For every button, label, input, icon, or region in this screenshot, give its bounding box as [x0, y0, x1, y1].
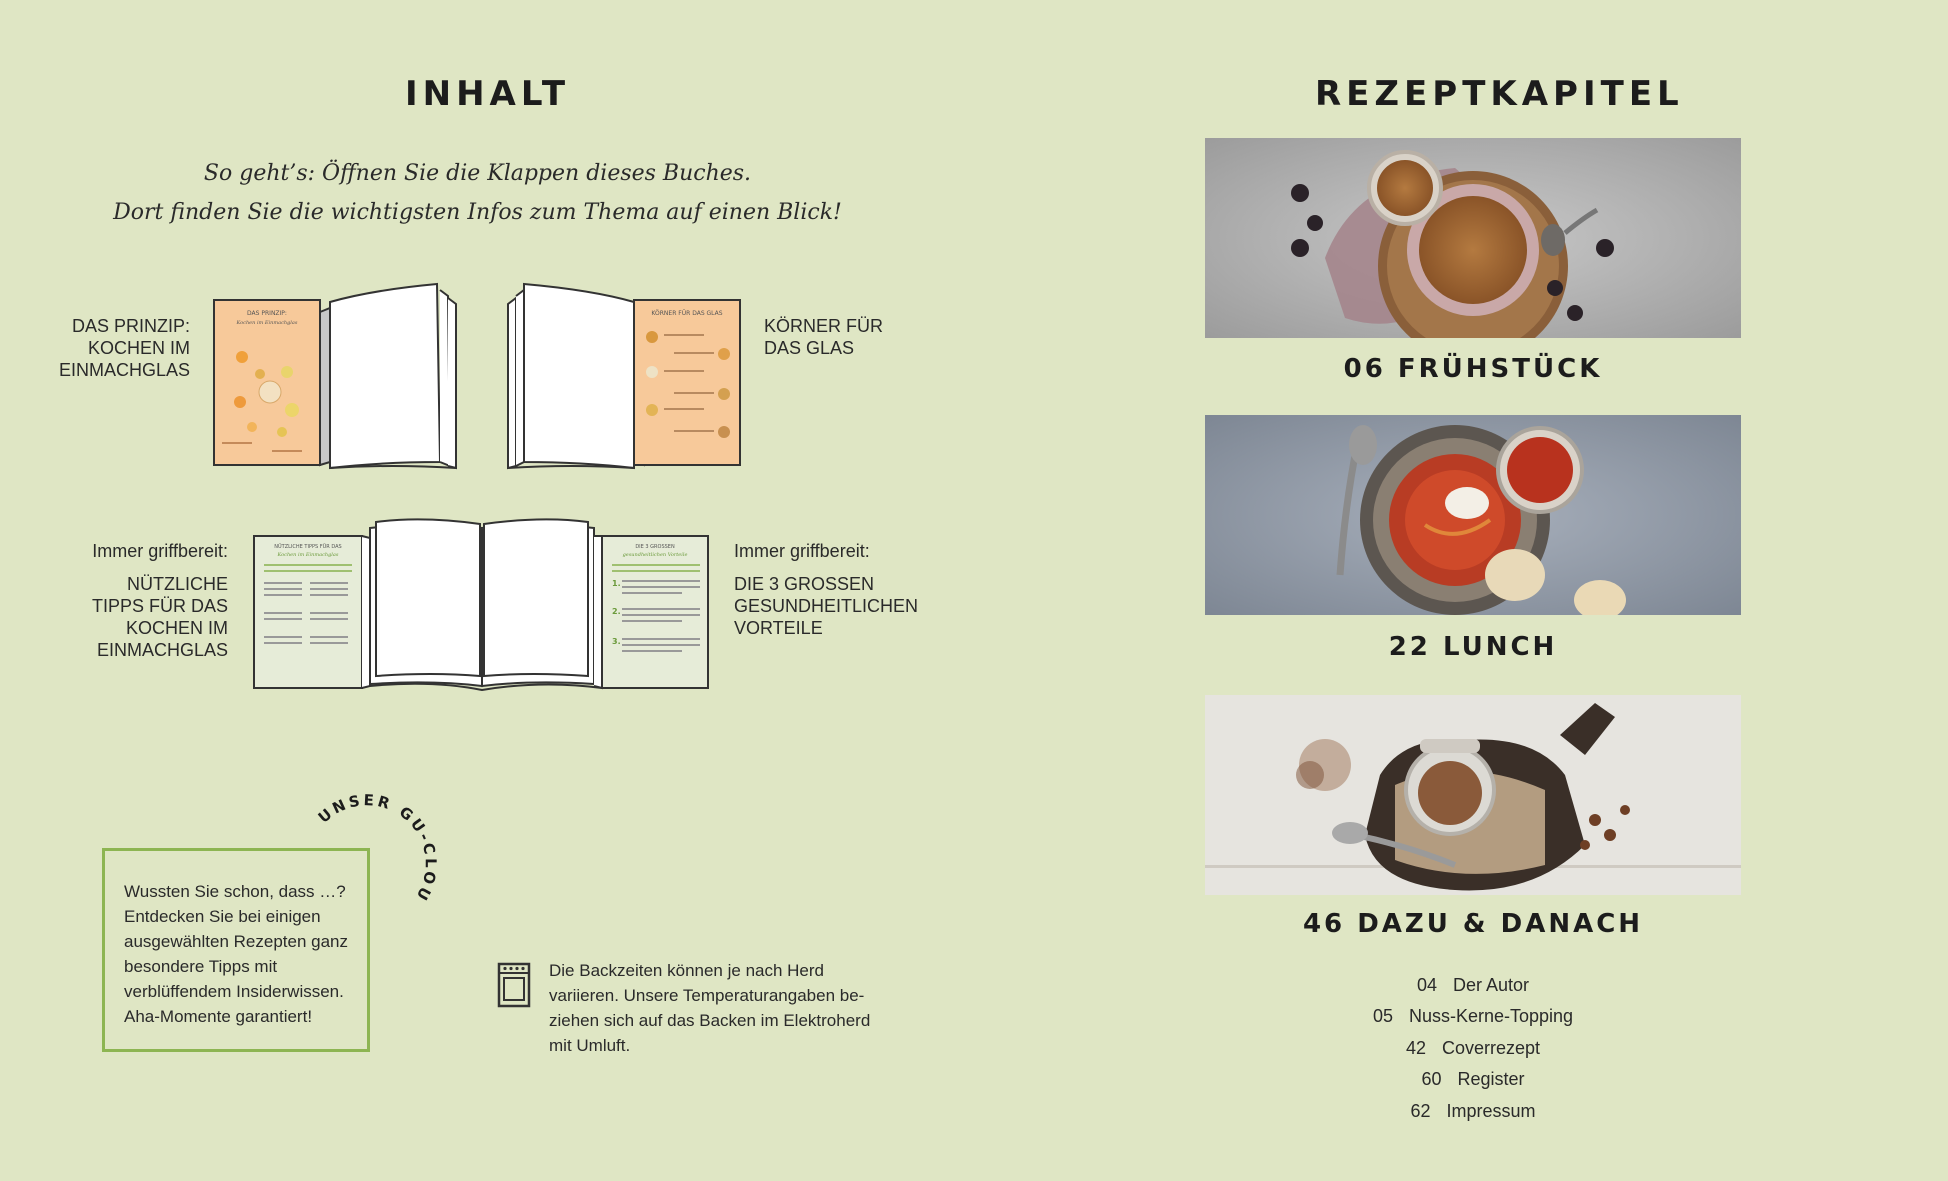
chapter-fruehstueck[interactable]: 06 FRÜHSTÜCK	[1343, 354, 1603, 384]
vorteile-label: DIE 3 GROSSEN GESUNDHEITLICHEN VORTEILE	[734, 574, 919, 638]
book-koerner-illustration	[502, 282, 752, 470]
chapter-dazu-danach[interactable]: 46 DAZU & DANACH	[1302, 909, 1644, 939]
toc-item-topping[interactable]: 05 Nuss-Kerne-Topping	[1372, 1006, 1574, 1027]
photo-dazu-danach	[1205, 695, 1741, 895]
oven-icon	[497, 962, 531, 1013]
prinzip-label: DAS PRINZIP: KOCHEN IM EINMACHGLAS	[58, 316, 190, 380]
inhalt-heading: INHALT	[405, 74, 571, 114]
intro-text	[100, 154, 855, 232]
toc-item-coverrezept[interactable]: 42 Coverrezept	[1405, 1037, 1541, 1058]
svg-text:1.: 1.	[612, 579, 621, 588]
svg-text:DIE 3 GROSSEN: DIE 3 GROSSEN	[635, 544, 675, 550]
rezeptkapitel-heading: REZEPTKAPITEL	[1315, 74, 1684, 114]
svg-text:DAS PRINZIP:: DAS PRINZIP:	[247, 310, 287, 317]
photo-lunch	[1205, 415, 1741, 615]
toc-item-register[interactable]: 60 Register	[1421, 1069, 1525, 1090]
toc-list	[1205, 970, 1741, 1127]
toc-item-autor[interactable]: 04 Der Autor	[1416, 975, 1530, 995]
svg-text:3.: 3.	[612, 637, 621, 646]
svg-text:gesundheitlichen Vorteile: gesundheitlichen Vorteile	[622, 552, 688, 558]
clou-line: verblüffendem Insiderwissen.	[124, 982, 344, 1001]
tipps-label: NÜTZLICHE TIPPS FÜR DAS KOCHEN IM EINMACHGLAS	[91, 574, 228, 660]
clou-line: Entdecken Sie bei einigen	[124, 907, 321, 926]
svg-text:Kochen im Einmachglas: Kochen im Einmachglas	[277, 552, 339, 558]
immer-griffbereit-right: Immer griffbereit:	[734, 541, 870, 561]
svg-text:KÖRNER FÜR DAS GLAS: KÖRNER FÜR DAS GLAS	[651, 310, 723, 317]
gu-clou-box	[102, 848, 370, 1052]
svg-text:UNSER GU-CLOU: UNSER GU-CLOU	[314, 791, 440, 906]
toc-item-impressum[interactable]: 62 Impressum	[1410, 1100, 1536, 1121]
chapter-lunch[interactable]: 22 LUNCH	[1388, 632, 1558, 662]
immer-griffbereit-left: Immer griffbereit:	[92, 541, 228, 561]
clou-line: Aha-Momente garantiert!	[124, 1007, 313, 1026]
intro-line-2: Dort finden Sie die wichtigsten Infos zum Thema auf einen Blick!	[113, 200, 842, 225]
oven-note: Die Backzeiten können je nach Herd variieren. Unsere Temperaturangaben be- ziehen sich auf das Backen im Elektroherd mit Umluft.	[549, 961, 871, 1055]
clou-line: besondere Tipps mit	[124, 957, 278, 976]
clou-line: ausgewählten Rezepten ganz	[124, 932, 348, 951]
photo-fruehstueck	[1205, 138, 1741, 338]
svg-text:NÜTZLICHE TIPPS FÜR DAS: NÜTZLICHE TIPPS FÜR DAS	[274, 544, 342, 550]
book-flaps-illustration	[252, 516, 712, 692]
book-prinzip-illustration	[212, 282, 462, 470]
intro-line-1: So geht’s: Öffnen Sie die Klappen dieses Buches.	[203, 161, 752, 186]
koerner-label: KÖRNER FÜR DAS GLAS	[764, 316, 884, 358]
svg-text:Kochen im Einmachglas: Kochen im Einmachglas	[236, 320, 298, 326]
svg-text:2.: 2.	[612, 607, 621, 616]
clou-line: Wussten Sie schon, dass …?	[124, 882, 346, 901]
